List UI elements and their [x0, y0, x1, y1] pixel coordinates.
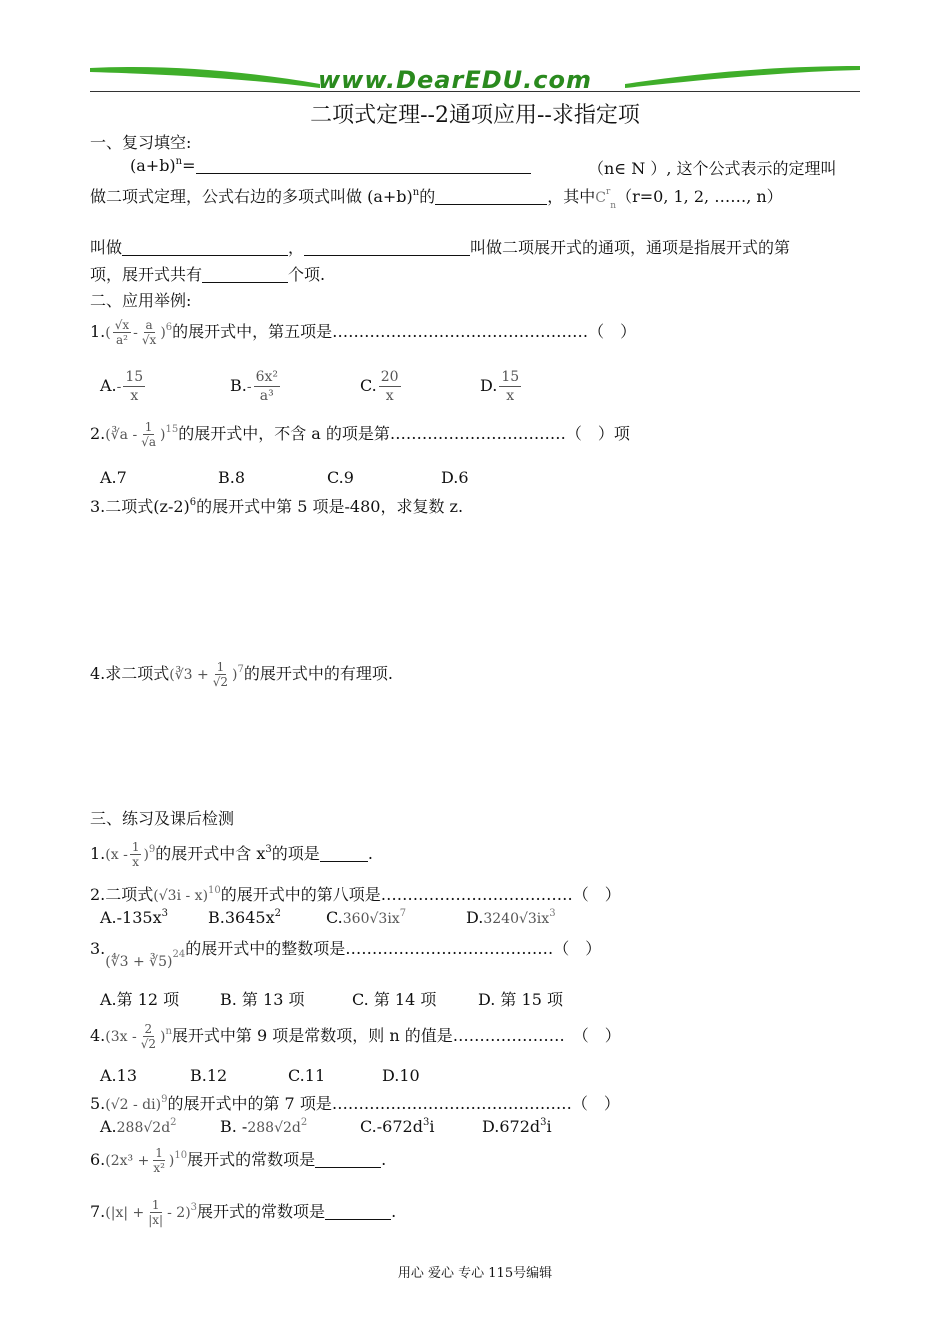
s3-q5-option-a[interactable]: $A.288√2d^2$ — [100, 1117, 177, 1136]
section1-heading: 一、复习填空: — [90, 133, 192, 152]
s3-q2-option-a[interactable]: $A.-135x^3$ — [100, 908, 168, 927]
blank-term-name[interactable] — [435, 188, 547, 205]
s3-q7: 7.(|x| + $\frac{1}{|x|}$ - 2)$^3$展开式的常数项是 . — [90, 1198, 397, 1227]
s3-q3: 3.(∜3 + ∛5)$^{24}$的展开式中的整数项是…………………………………（ ） — [90, 939, 602, 970]
s3-q3-option-d[interactable]: D. 第 15 项 — [478, 990, 563, 1009]
s3-q5: 5.(√2 - di)$^9$的展开式中的第 7 项是………………………………………（ ） — [90, 1094, 620, 1113]
s1-line1: $(a+b)^n=$ — [130, 156, 531, 175]
s3-q3-option-a[interactable]: A.第 12 项 — [100, 990, 180, 1009]
section2-heading: 二、应用举例: — [90, 291, 192, 310]
s3-q2-option-c[interactable]: $C.360√3ix^7$ — [326, 908, 407, 927]
blank-expansion[interactable] — [196, 157, 531, 174]
s2-q2: 2.(∛a - $\frac{1}{√a}$ )$^{15}$的展开式中，不含 a 的项是第……………………………（ ）项 — [90, 420, 630, 449]
s2-q2-option-a[interactable]: A.7 — [100, 468, 127, 487]
s3-q5-option-d[interactable]: $D.672d^3i$ — [482, 1117, 552, 1136]
s2-q4: 4.求二项式(∛3 + $\frac{1}{√2}$ )$^7$的展开式中的有理项. — [90, 660, 393, 689]
s3-q2-option-d[interactable]: $D.3240√3ix^3$ — [466, 908, 556, 927]
s3-q2: 2.二项式(√3i - x)$^{10}$的展开式中的第八项是………………………………（ ） — [90, 885, 621, 904]
logo-text: www.DearEDU.com — [318, 66, 592, 94]
s1-line2: 做二项式定理，公式右边的多项式叫做 $(a+b)^n$的 ，其中$C^r_n(r=0$, 1, 2, ……, n） — [90, 187, 783, 211]
s2-q2-option-c[interactable]: C.9 — [327, 468, 354, 487]
s2-q1-option-a[interactable]: A.- $\frac{15}{x}$ — [100, 369, 144, 404]
s3-q4-option-c[interactable]: C.11 — [288, 1066, 326, 1085]
s3-q3-option-c[interactable]: C. 第 14 项 — [352, 990, 437, 1009]
section3-heading: 三、练习及课后检测 — [90, 809, 235, 828]
s3-q4-option-a[interactable]: A.13 — [100, 1066, 137, 1085]
blank-answer[interactable] — [320, 845, 368, 862]
s2-q1-option-c[interactable]: C. $\frac{20}{x}$ — [360, 369, 399, 404]
blank-term-count[interactable] — [202, 266, 288, 283]
page-footer: 用心 爱心 专心 115号编辑 — [397, 1266, 553, 1281]
s3-q4: 4.(3x - $\frac{2}{√2}$ )$^n$展开式中第 9 项是常数项，则 n 的值是………………… （ ） — [90, 1022, 621, 1051]
s3-q4-option-b[interactable]: B.12 — [190, 1066, 228, 1085]
blank-coefficient[interactable] — [122, 239, 288, 256]
s3-q4-option-d[interactable]: D.10 — [382, 1066, 420, 1085]
s1-line3: 叫做 ， 叫做二项展开式的通项，通项是指展开式的第 — [90, 238, 791, 257]
s3-q5-option-c[interactable]: $C.-672d^3i$ — [360, 1117, 435, 1136]
s2-q3: 3.二项式$(z-2)^6$的展开式中第 5 项是-480，求复数 z. — [90, 497, 464, 516]
blank-answer[interactable] — [315, 1151, 381, 1168]
s2-q1: 1.( $\frac{√x}{\text{a²}}$ - $\frac{a}{√x}$ )$^6$的展开式中，第五项是…………………………………………（ ） — [90, 318, 637, 347]
s1-line1-tail: （n∈ N ）, 这个公式表示的定理叫 — [588, 159, 837, 178]
blank-general-term[interactable] — [304, 239, 470, 256]
header-rule — [90, 91, 860, 92]
s3-q6: 6.(2x³ + $\frac{1}{\text{x²}}$ )$^{10}$展开式的常数项是 . — [90, 1146, 387, 1175]
s2-q1-option-d[interactable]: D. $\frac{15}{x}$ — [480, 369, 520, 404]
s2-q1-option-b[interactable]: B.- $\frac{\text{6x²}}{\text{a³}}$ — [230, 369, 278, 404]
blank-answer[interactable] — [325, 1203, 391, 1220]
s2-q2-option-d[interactable]: D.6 — [441, 468, 469, 487]
s3-q5-option-b[interactable]: B. $-288√2d^2$ — [220, 1117, 308, 1136]
s1-line4: 项，展开式共有 个项. — [90, 265, 326, 284]
s2-q2-option-b[interactable]: B.8 — [218, 468, 246, 487]
page-title: 二项式定理--2通项应用--求指定项 — [310, 103, 640, 128]
s3-q2-option-b[interactable]: $B.3645x^2$ — [208, 908, 281, 927]
s3-q3-option-b[interactable]: B. 第 13 项 — [220, 990, 305, 1009]
s3-q1: 1.(x - $\frac{1}{x}$ )$^9$的展开式中含 $x^3$的项是 . — [90, 840, 373, 869]
